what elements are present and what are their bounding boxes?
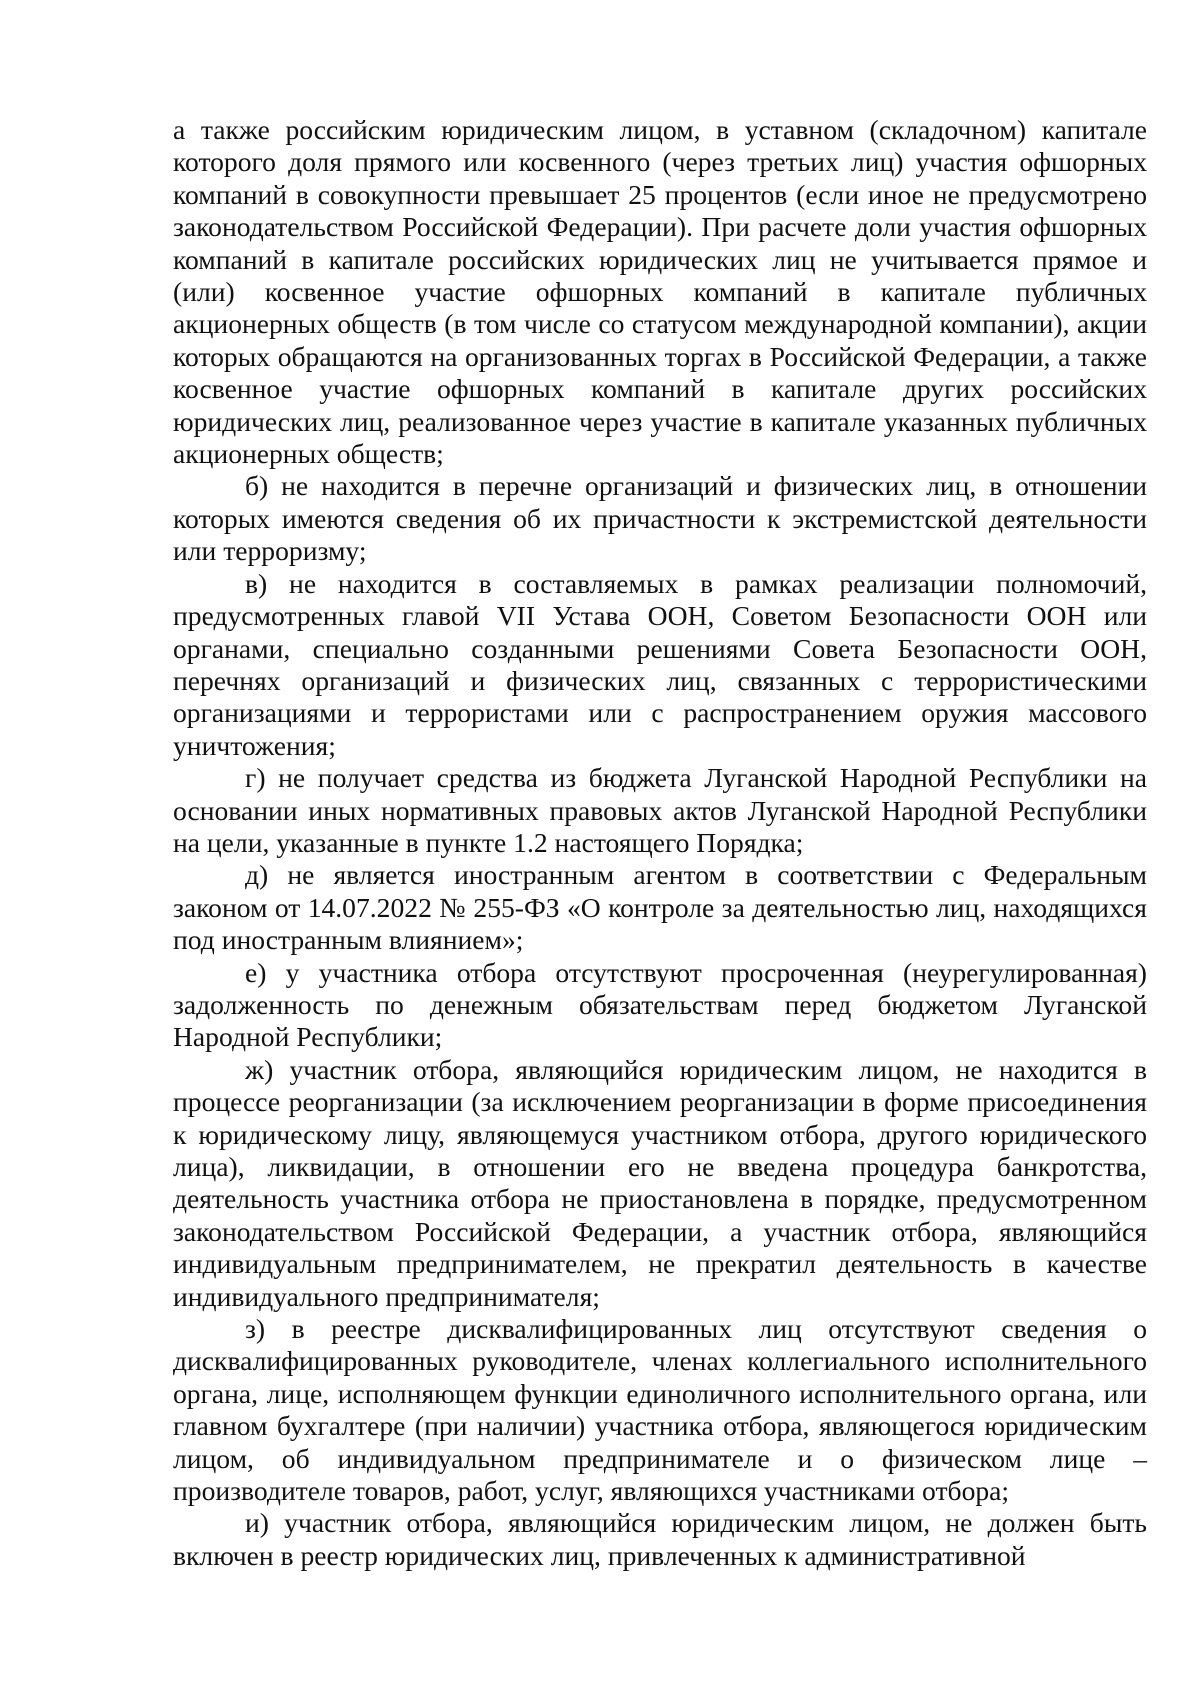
paragraph-item-g: г) не получает средства из бюджета Луганской Народной Республики на основании иных нормативных правовых актов Луганской Народной Республики на цели, указанные в пункте 1.2 настоящего Порядка; — [173, 762, 1147, 858]
paragraph-continuation: а также российским юридическим лицом, в уставном (складочном) капитале которого доля прямого или косвенного (через третьих лиц) участия офшорных компаний в совокупности превышает 25 процентов (если иное не предусмотрено законодательством Российской Федерации). При расчете доли участия офшорных компаний в капитале российских юридических лиц не учитывается прямое и (или) косвенное участие офшорных компаний в капитале публичных акционерных обществ (в том числе со статусом международной компании), акции которых обращаются на организованных торгах в Российской Федерации, а также косвенное участие офшорных компаний в капитале других российских юридических лиц, реализованное через участие в капитале указанных публичных акционерных обществ; — [173, 114, 1147, 470]
paragraph-item-zh: ж) участник отбора, являющийся юридическим лицом, не находится в процессе реорганизации (за исключением реорганизации в форме присоединения к юридическому лицу, являющемуся участником отбора, другого юридического лица), ликвидации, в отношении его не введена процедура банкротства, деятельность участника отбора не приостановлена в порядке, предусмотренном законодательством Российской Федерации, а участник отбора, являющийся индивидуальным предпринимателем, не прекратил деятельность в качестве индивидуального предпринимателя; — [173, 1053, 1147, 1312]
document-body — [173, 114, 1147, 1572]
paragraph-item-e: е) у участника отбора отсутствуют просроченная (неурегулированная) задолженность по денежным обязательствам перед бюджетом Луганской Народной Республики; — [173, 956, 1147, 1053]
paragraph-item-z: з) в реестре дисквалифицированных лиц отсутствуют сведения о дисквалифицированных руководителе, членах коллегиального исполнительного органа, лице, исполняющем функции единоличного исполнительного органа, или главном бухгалтере (при наличии) участника отбора, являющегося юридическим лицом, об индивидуальном предпринимателе и о физическом лице – производителе товаров, работ, услуг, являющихся участниками отбора; — [173, 1313, 1147, 1507]
paragraph-item-d: д) не является иностранным агентом в соответствии с Федеральным законом от 14.07.2022 № 255-ФЗ «О контроле за деятельностью лиц, находящихся под иностранным влиянием»; — [173, 859, 1147, 956]
paragraph-item-i: и) участник отбора, являющийся юридическим лицом, не должен быть включен в реестр юридических лиц, привлеченных к административной — [173, 1507, 1147, 1571]
paragraph-item-b: б) не находится в перечне организаций и физических лиц, в отношении которых имеются сведения об их причастности к экстремистской деятельности или терроризму; — [173, 470, 1147, 567]
paragraph-item-v: в) не находится в составляемых в рамках реализации полномочий, предусмотренных главой VII Устава ООН, Советом Безопасности ООН или органами, специально созданными решениями Совета Безопасности ООН, перечнях организаций и физических лиц, связанных с террористическими организациями и террористами или с распространением оружия массового уничтожения; — [173, 567, 1147, 761]
